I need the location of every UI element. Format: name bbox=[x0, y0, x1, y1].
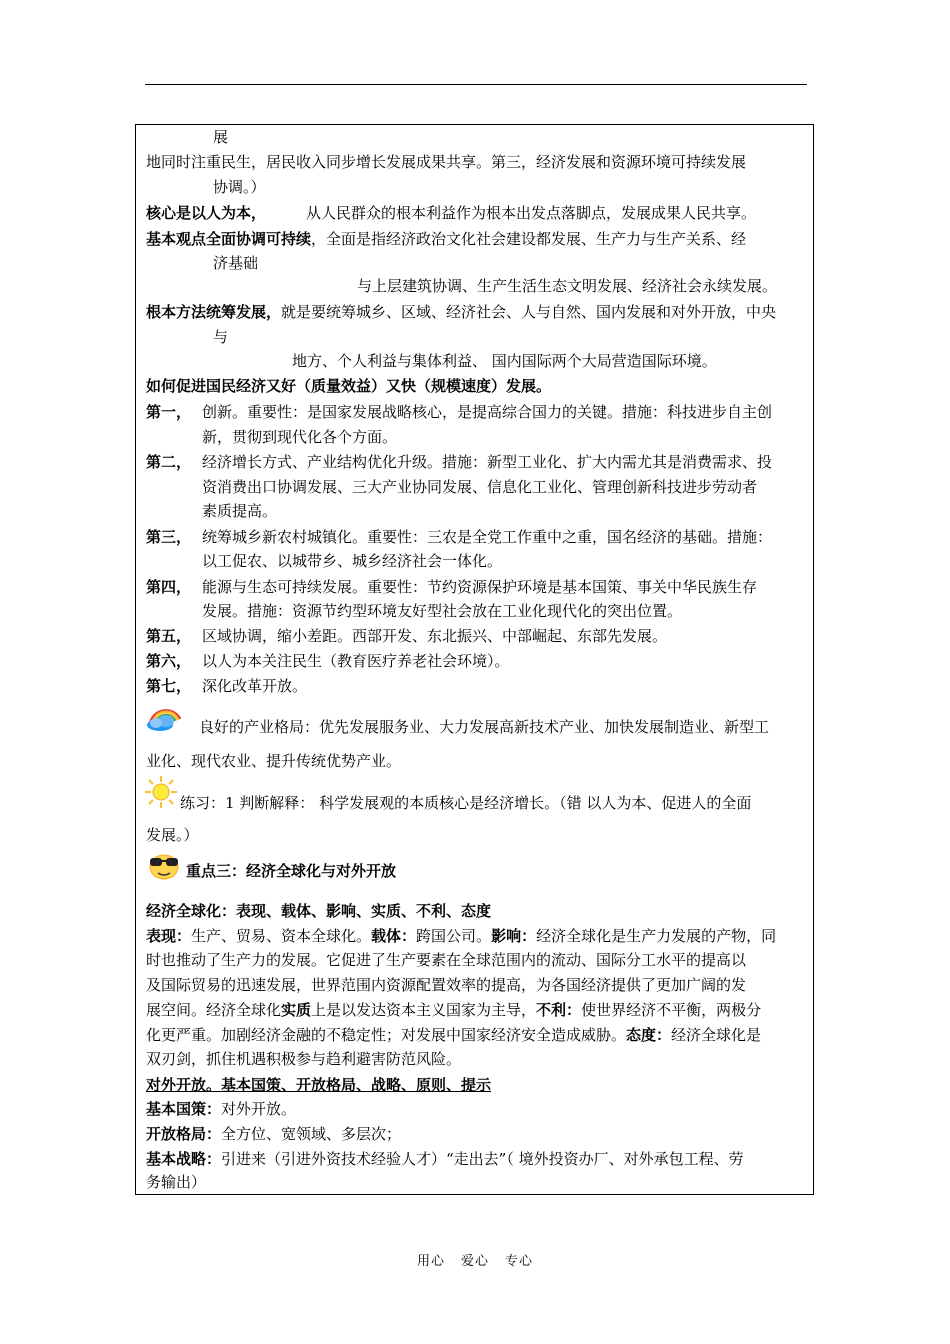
step2-text: 资消费出口协调发展、三大产业协同发展、信息化工业化、管理创新科技进步劳动者 bbox=[202, 478, 758, 496]
step2-label: 第二， bbox=[146, 453, 192, 471]
label: 不利： bbox=[536, 1001, 582, 1019]
text: 化更严重。加剧经济金融的不稳定性；对发展中国家经济安全造成威胁。 bbox=[146, 1026, 627, 1044]
core-text: 从人民群众的根本利益作为根本出发点落脚点，发展成果人民共享。 bbox=[306, 204, 757, 222]
header-rule bbox=[145, 84, 807, 85]
step4-label: 第四， bbox=[146, 578, 192, 596]
basic-line bbox=[146, 229, 746, 249]
step2-text: 素质提高。 bbox=[202, 502, 278, 520]
step2-text: 经济增长方式、产业结构优化升级。措施：新型工业化、扩大内需尤其是消费需求、投 bbox=[202, 453, 773, 471]
step5-text: 区域协调，缩小差距。西部开发、东北振兴、中部崛起、东部先发展。 bbox=[202, 627, 668, 645]
text-line: 地同时注重民生，居民收入同步增长发展成果共享。第三，经济发展和资源环境可持续发展 bbox=[146, 153, 747, 171]
strategy-label: 基本战略： bbox=[146, 1150, 222, 1168]
open-title: 对外开放。基本国策、开放格局、战略、原则、提示 bbox=[146, 1076, 492, 1094]
rainbow-cloud-icon bbox=[144, 699, 184, 733]
text-line: 展 bbox=[213, 128, 229, 146]
exercise-text: 发展。） bbox=[146, 826, 199, 844]
method-text: 就是要统筹城乡、区域、经济社会、人与自然、国内发展和对外开放，中央 bbox=[281, 303, 777, 321]
label: 态度： bbox=[626, 1026, 672, 1044]
strategy-line: 务输出） bbox=[146, 1173, 207, 1191]
step4-text: 能源与生态可持续发展。重要性：节约资源保护环境是基本国策、事关中华民族生存 bbox=[202, 578, 758, 596]
text: 经济全球化是生产力发展的产物，同 bbox=[536, 927, 777, 945]
strategy-text: 引进来（引进外资技术经验人才）“走出去”（ 境外投资办厂、对外承包工程、劳 bbox=[221, 1150, 744, 1168]
step7-label: 第七， bbox=[146, 677, 192, 695]
text: 生产、贸易、资本全球化。 bbox=[191, 927, 372, 945]
label: 实质 bbox=[281, 1001, 312, 1019]
step1-text: 新，贯彻到现代化各个方面。 bbox=[202, 428, 398, 446]
sun-icon bbox=[144, 775, 178, 809]
strategy-line bbox=[146, 1149, 744, 1169]
step4-text: 发展。措施：资源节约型环境友好型社会放在工业化现代化的突出位置。 bbox=[202, 602, 683, 620]
label: 表现： bbox=[146, 927, 192, 945]
basic-text: ，全面是指经济政治文化社会建设都发展、生产力与生产关系、经 bbox=[311, 230, 747, 248]
step3-text: 以工促农、以城带乡、城乡经济社会一体化。 bbox=[202, 552, 503, 570]
text-line: 济基础 bbox=[213, 254, 259, 272]
step1-text: 创新。重要性：是国家发展战略核心，是提高综合国力的关键。措施：科技进步自主创 bbox=[202, 403, 773, 421]
step3-label: 第三， bbox=[146, 528, 192, 546]
policy-text: 对外开放。 bbox=[221, 1100, 297, 1118]
layout-line bbox=[146, 1124, 401, 1144]
globalization-title: 经济全球化：表现、载体、影响、实质、不利、态度 bbox=[146, 902, 492, 920]
text-line: 协调。） bbox=[213, 178, 266, 196]
footer bbox=[0, 1250, 950, 1269]
glasses-face-icon bbox=[146, 849, 182, 881]
text-line: 与 bbox=[213, 328, 229, 346]
policy-line bbox=[146, 1099, 296, 1119]
footer-word: 爱心 bbox=[460, 1254, 489, 1269]
globalization-line bbox=[146, 926, 776, 946]
globalization-line: 及国际贸易的迅速发展，世界范围内资源配置效率的提高，为各国经济提供了更加广阔的发 bbox=[146, 976, 747, 994]
footer-word: 专心 bbox=[505, 1254, 534, 1269]
label: 影响： bbox=[491, 927, 537, 945]
text-line: 地方、个人利益与集体利益、 国内国际两个大局营造国际环境。 bbox=[292, 352, 717, 370]
method-label: 根本方法统筹发展， bbox=[146, 303, 282, 321]
method-line bbox=[146, 302, 776, 322]
text-line: 与上层建筑协调、生产生活生态文明发展、经济社会永续发展。 bbox=[357, 277, 778, 295]
step1-label: 第一， bbox=[146, 403, 192, 421]
text: 跨国公司。 bbox=[416, 927, 492, 945]
globalization-line: 双刃剑，抓住机遇积极参与趋利避害防范风险。 bbox=[146, 1050, 462, 1068]
exercise-text: 练习：1 判断解释： 科学发展观的本质核心是经济增长。（错 以人为本、促进人的全面 bbox=[180, 794, 752, 812]
step5-label: 第五， bbox=[146, 627, 192, 645]
basic-label: 基本观点全面协调可持续 bbox=[146, 230, 312, 248]
footer-word: 用心 bbox=[416, 1254, 445, 1269]
step3-text: 统筹城乡新农村城镇化。重要性：三农是全党工作重中之重，国名经济的基础。措施： bbox=[202, 528, 773, 546]
text: 展空间。经济全球化 bbox=[146, 1001, 282, 1019]
step6-label: 第六， bbox=[146, 652, 192, 670]
layout-text: 全方位、宽领域、多层次； bbox=[221, 1125, 402, 1143]
globalization-line bbox=[146, 1025, 761, 1045]
globalization-line bbox=[146, 1000, 761, 1020]
how-title: 如何促进国民经济又好（质量效益）又快（规模速度）发展。 bbox=[146, 377, 552, 395]
core-line bbox=[146, 203, 756, 223]
key3-title: 重点三：经济全球化与对外开放 bbox=[186, 862, 397, 880]
pattern-text: 良好的产业格局：优先发展服务业、大力发展高新技术产业、加快发展制造业、新型工 bbox=[199, 718, 770, 736]
label: 载体： bbox=[371, 927, 417, 945]
core-label: 核心是以人为本， bbox=[146, 204, 267, 222]
step6-text: 以人为本关注民生（教育医疗养老社会环境）。 bbox=[202, 652, 510, 670]
text: 上是以发达资本主义国家为主导， bbox=[311, 1001, 537, 1019]
policy-label: 基本国策： bbox=[146, 1100, 222, 1118]
globalization-line: 时也推动了生产力的发展。它促进了生产要素在全球范围内的流动、国际分工水平的提高以 bbox=[146, 951, 747, 969]
text: 使世界经济不平衡，两极分 bbox=[581, 1001, 762, 1019]
pattern-text: 业化、现代农业、提升传统优势产业。 bbox=[146, 752, 402, 770]
text: 经济全球化是 bbox=[671, 1026, 762, 1044]
layout-label: 开放格局： bbox=[146, 1125, 222, 1143]
step7-text: 深化改革开放。 bbox=[202, 677, 308, 695]
